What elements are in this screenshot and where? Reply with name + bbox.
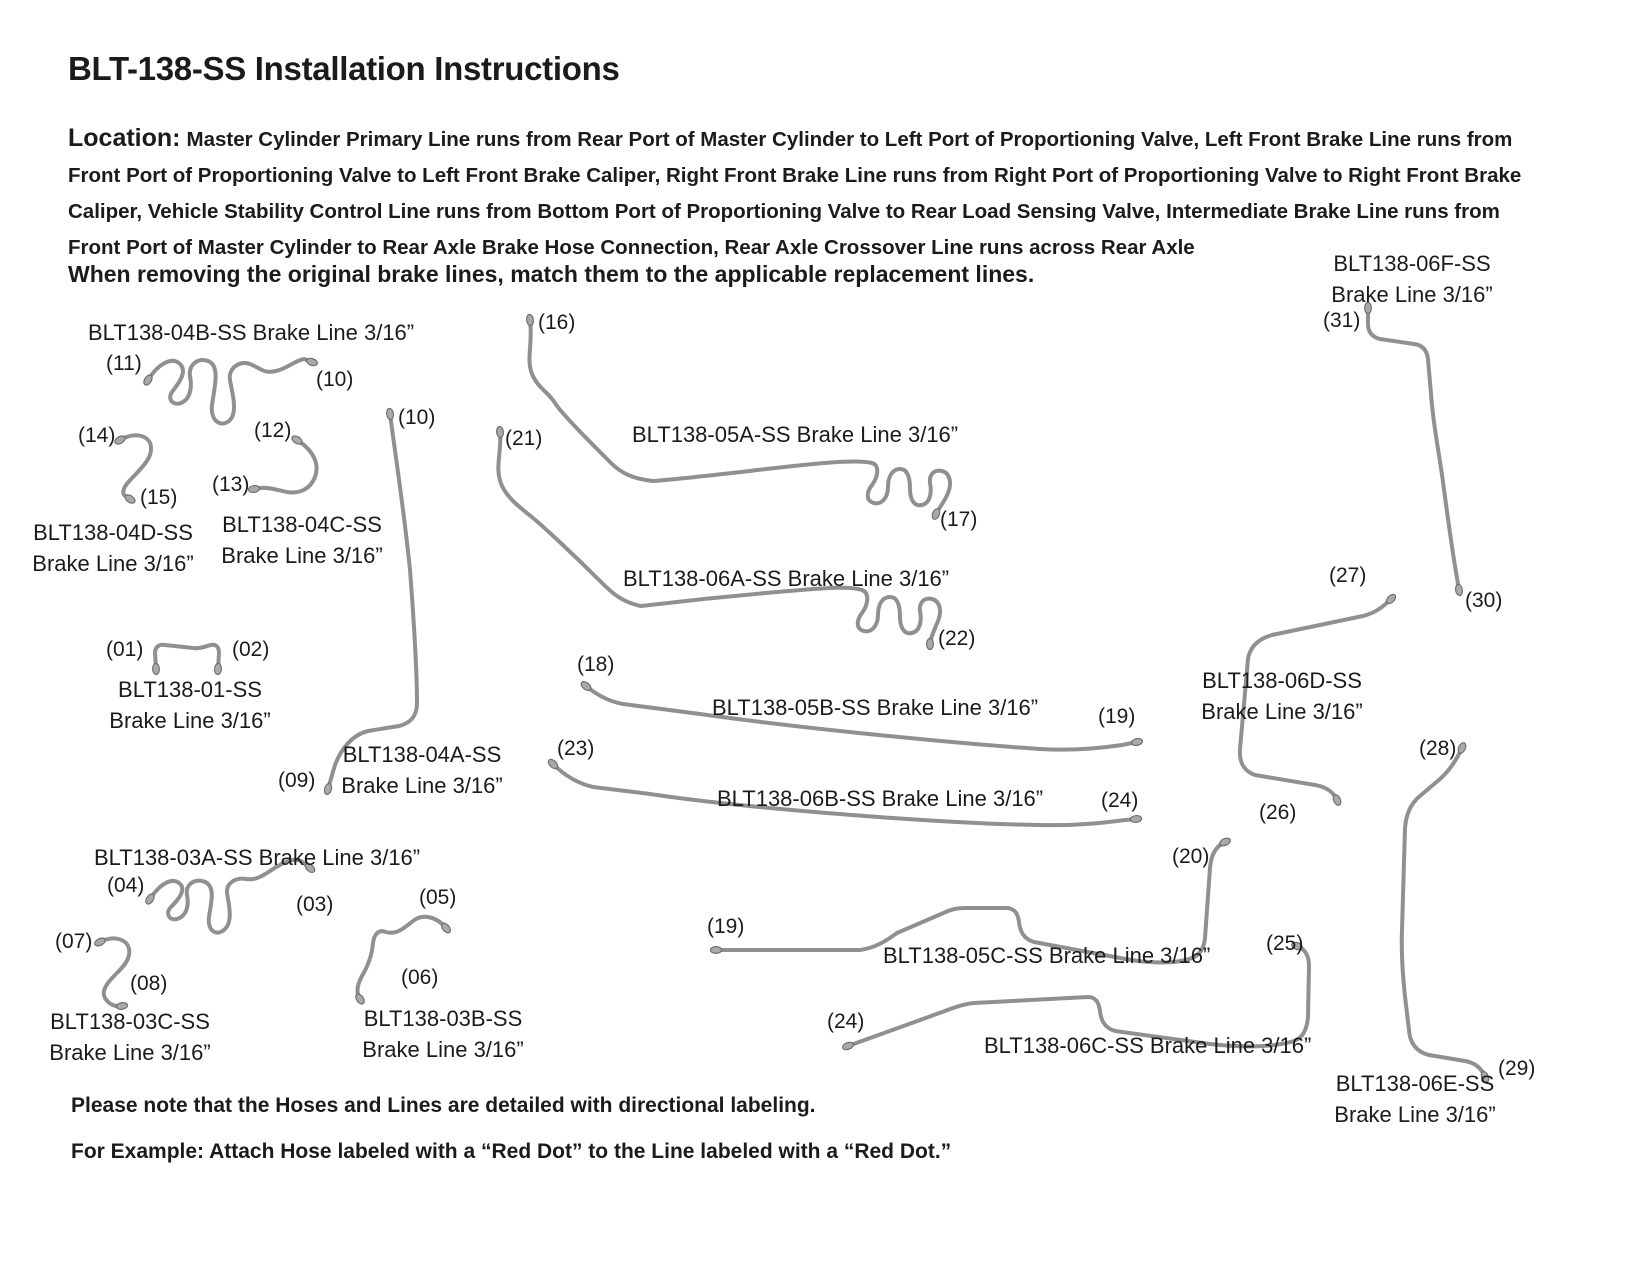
brake-line-03c-drawing <box>100 938 129 1006</box>
callout-12: (12) <box>254 419 292 442</box>
brake-line-01-drawing <box>155 645 219 669</box>
callout-31: (31) <box>1323 309 1361 332</box>
callout-29: (29) <box>1498 1057 1536 1080</box>
part-label-04b: BLT138-04B-SS Brake Line 3/16” <box>88 320 415 345</box>
callout-08: (08) <box>130 972 168 995</box>
callout-25: (25) <box>1266 932 1304 955</box>
callout-13: (13) <box>212 473 250 496</box>
brake-line-04c-drawing <box>254 440 317 492</box>
callout-04: (04) <box>107 874 145 897</box>
part-label-06d: BLT138-06D-SS Brake Line 3/16” <box>1201 668 1363 724</box>
part-label-06c: BLT138-06C-SS Brake Line 3/16” <box>984 1033 1312 1058</box>
part-label-05a: BLT138-05A-SS Brake Line 3/16” <box>632 422 959 447</box>
part-label-03b: BLT138-03B-SS Brake Line 3/16” <box>362 1006 524 1062</box>
part-label-03c: BLT138-03C-SS Brake Line 3/16” <box>49 1009 211 1065</box>
callout-23: (23) <box>557 737 595 760</box>
location-heading: Location: <box>68 123 181 152</box>
callout-20: (20) <box>1172 845 1210 868</box>
callout-16: (16) <box>538 311 576 334</box>
brake-line-06f-drawing <box>1368 308 1459 590</box>
callout-24: (24) <box>827 1010 865 1033</box>
part-label-03a: BLT138-03A-SS Brake Line 3/16” <box>94 845 421 870</box>
part-label-04a: BLT138-04A-SS Brake Line 3/16” <box>341 742 503 798</box>
callout-09: (09) <box>278 769 316 792</box>
footer-note-example: For Example: Attach Hose labeled with a “Red Dot” to the Line labeled with a “Red Dot.” <box>71 1140 952 1163</box>
callout-18: (18) <box>577 653 615 676</box>
brake-line-04b-drawing <box>148 359 312 424</box>
part-label-06e: BLT138-06E-SS Brake Line 3/16” <box>1334 1071 1496 1127</box>
callout-28: (28) <box>1419 737 1457 760</box>
callout-19: (19) <box>707 915 745 938</box>
callout-15: (15) <box>140 486 178 509</box>
callout-06: (06) <box>401 966 439 989</box>
callout-07: (07) <box>55 930 93 953</box>
callout-17: (17) <box>940 508 978 531</box>
callout-14: (14) <box>78 424 116 447</box>
callout-10: (10) <box>316 368 354 391</box>
location-body: Master Cylinder Primary Line runs from Rear Port of Master Cylinder to Left Port of Proportioning Valve, Left Front Brake Line runs from Front Port of Proportioning Valve to Left Front Brake Caliper, Right Front Brake Line runs from Right Port of Proportioning Valve to Right Front Brake Caliper, Vehicle Stability Control Line runs from Bottom Port of Proportioning Valve to Rear Load Sensing Valve, Intermediate Brake Line runs from Front Port of Master Cylinder to Rear Axle Brake Hose Connection, Rear Axle Crossover Line runs across Rear Axle <box>68 127 1522 259</box>
brake-line-05a-drawing <box>529 320 950 514</box>
brake-line-06e-drawing <box>1402 748 1485 1077</box>
part-label-01: BLT138-01-SS Brake Line 3/16” <box>109 677 271 733</box>
callout-30: (30) <box>1465 589 1503 612</box>
callout-01: (01) <box>106 638 144 661</box>
brake-line-04a-drawing <box>328 414 417 789</box>
part-label-06f: BLT138-06F-SS Brake Line 3/16” <box>1331 251 1493 307</box>
removal-note: When removing the original brake lines, match them to the applicable replacement lines. <box>68 261 1035 287</box>
callout-10: (10) <box>398 406 436 429</box>
callout-19: (19) <box>1098 705 1136 728</box>
callout-21: (21) <box>505 427 543 450</box>
callout-02: (02) <box>232 638 270 661</box>
callout-05: (05) <box>419 886 457 909</box>
part-label-06b: BLT138-06B-SS Brake Line 3/16” <box>717 786 1044 811</box>
page-title: BLT-138-SS Installation Instructions <box>68 50 620 87</box>
part-label-04c: BLT138-04C-SS Brake Line 3/16” <box>221 512 383 568</box>
callout-24: (24) <box>1101 789 1139 812</box>
callout-11: (11) <box>106 352 142 375</box>
callout-27: (27) <box>1329 564 1367 587</box>
part-label-05b: BLT138-05B-SS Brake Line 3/16” <box>712 695 1039 720</box>
footer-note-directional: Please note that the Hoses and Lines are detailed with directional labeling. <box>71 1094 816 1117</box>
callout-26: (26) <box>1259 801 1297 824</box>
part-label-06a: BLT138-06A-SS Brake Line 3/16” <box>623 566 950 591</box>
part-label-04d: BLT138-04D-SS Brake Line 3/16” <box>32 520 194 576</box>
callout-22: (22) <box>938 627 976 650</box>
part-label-05c: BLT138-05C-SS Brake Line 3/16” <box>883 943 1211 968</box>
callout-03: (03) <box>296 893 334 916</box>
